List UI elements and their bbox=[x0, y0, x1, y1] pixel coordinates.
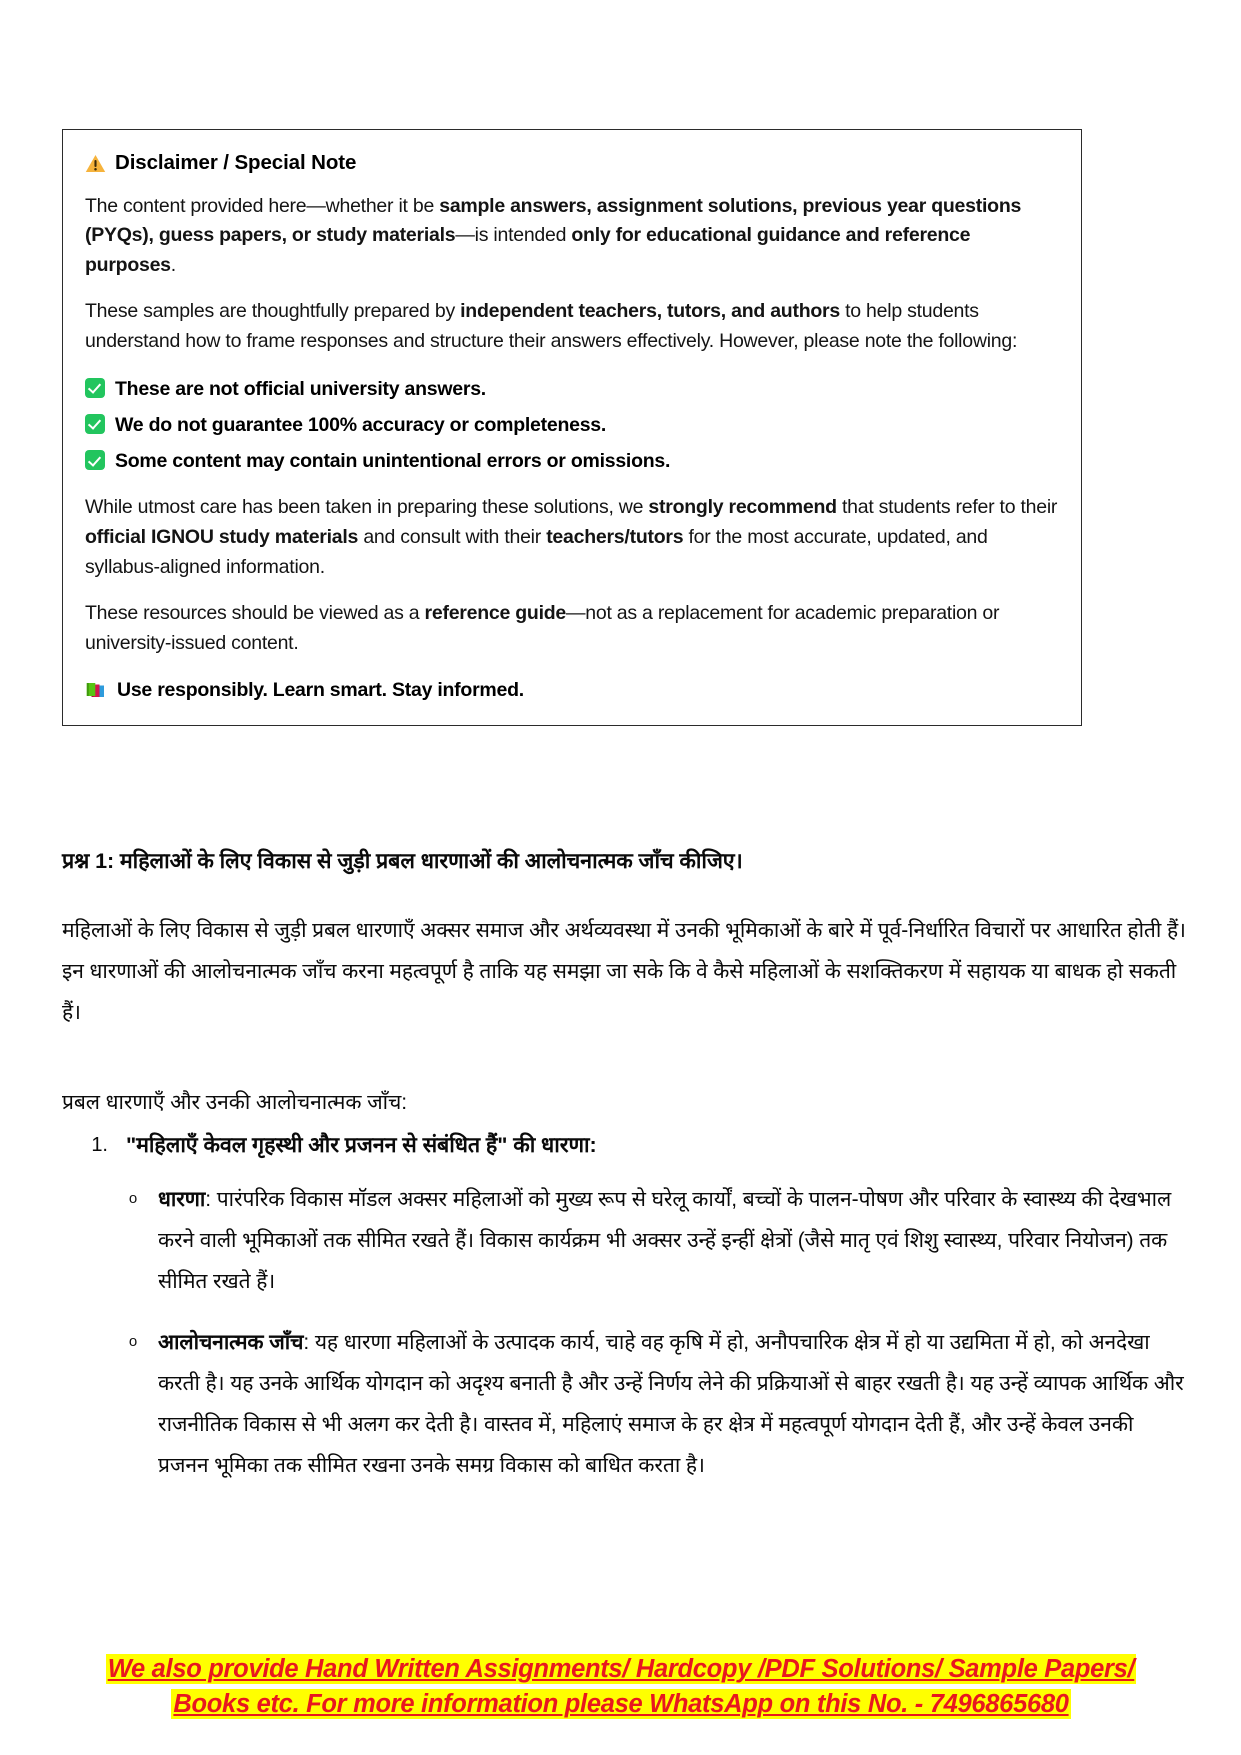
promo-footer-line-2-text: Books etc. For more information please WhatsApp on this No. - 7496865680 bbox=[173, 1690, 1069, 1719]
sub-list-item-marker: o bbox=[128, 1333, 138, 1351]
sub-list-item-label: धारणा bbox=[158, 1188, 206, 1212]
disclaimer-paragraph-2 bbox=[85, 297, 1059, 356]
promo-footer-banner bbox=[62, 1652, 1180, 1722]
sub-list-item-text: यह धारणा महिलाओं के उत्पादक कार्य, चाहे वह कृषि में हो, अनौपचारिक क्षेत्र में हो या उद्यमिता में हो, को अनदेखा करती है। यह उनके आर्थिक योगदान को अदृश्य बनाती है और उन्हें निर्णय लेने की प्रक्रियाओं से बाहर रखती है। यह उन्हें व्यापक आर्थिक और राजनीतिक विकास से भी अलग कर देती है। वास्तव में, महिलाएं समाज के हर क्षेत्र में महत्वपूर्ण योगदान देती हैं, और उन्हें केवल उनकी प्रजनन भूमिका तक सीमित रखना उनके समग्र विकास को बाधित करता है। bbox=[158, 1331, 1184, 1478]
sub-list-item-separator: : bbox=[205, 1188, 217, 1212]
disclaimer-title-text: Disclaimer / Special Note bbox=[115, 151, 357, 174]
p3-text-a: While utmost care has been taken in preparing these solutions, we bbox=[85, 496, 649, 519]
disclaimer-checklist bbox=[85, 374, 1059, 477]
disclaimer-box bbox=[62, 129, 1082, 726]
green-check-icon bbox=[85, 450, 105, 470]
p3-bold-b: official IGNOU study materials bbox=[85, 526, 359, 548]
use-responsibly-line bbox=[85, 676, 1059, 705]
disclaimer-paragraph-1 bbox=[85, 192, 1059, 281]
disclaimer-paragraph-4 bbox=[85, 599, 1059, 658]
use-responsibly-text: Use responsibly. Learn smart. Stay informed. bbox=[117, 678, 524, 701]
answer-paragraph-1: महिलाओं के लिए विकास से जुड़ी प्रबल धारणाएँ अक्सर समाज और अर्थव्यवस्था में उनकी भूमिकाओं के बारे में पूर्व-निर्धारित विचारों पर आधारित होती हैं। इन धारणाओं की आलोचनात्मक जाँच करना महत्वपूर्ण है ताकि यह समझा जा सके कि वे कैसे महिलाओं के सशक्तिकरण में सहायक या बाधक हो सकती हैं। bbox=[62, 919, 1186, 1024]
sub-list-item-content bbox=[158, 1180, 1187, 1303]
promo-footer-line-1 bbox=[62, 1652, 1180, 1687]
question-heading: प्रश्न 1: महिलाओं के लिए विकास से जुड़ी प्रबल धारणाओं की आलोचनात्मक जाँच कीजिए। bbox=[62, 848, 743, 873]
checklist-item bbox=[85, 446, 1059, 476]
sub-list-item-content bbox=[158, 1323, 1187, 1487]
list-item-title: "महिलाएँ केवल गृहस्थी और प्रजनन से संबंधित हैं" की धारणा: bbox=[126, 1133, 597, 1157]
disclaimer-title bbox=[85, 151, 1059, 176]
disclaimer-paragraph-3 bbox=[85, 493, 1059, 582]
promo-footer-line-2 bbox=[62, 1687, 1180, 1722]
p1-bold-a: sample answers, assignment solutions, previous year questions (PYQs), guess papers, or study materials bbox=[85, 194, 1022, 247]
p4-text-b: —not as a replacement for academic preparation or university-issued content. bbox=[85, 602, 1000, 654]
p3-bold-a: strongly recommend bbox=[648, 496, 837, 519]
books-icon bbox=[85, 679, 107, 701]
checklist-item bbox=[85, 374, 1059, 404]
p1-text-b: —is intended bbox=[455, 224, 572, 247]
p4-bold-a: reference guide bbox=[424, 602, 567, 625]
p4-text-a: These resources should be viewed as a bbox=[85, 602, 425, 625]
p3-text-d: for the most accurate, updated, and syllabus-aligned information. bbox=[85, 526, 988, 578]
promo-footer-line-1-text: We also provide Hand Written Assignments/ Hardcopy /PDF Solutions/ Sample Papers/ bbox=[107, 1655, 1135, 1683]
p2-text-a: These samples are thoughtfully prepared by bbox=[85, 300, 461, 323]
sub-list-item-separator: : bbox=[303, 1331, 315, 1355]
warning-triangle-icon bbox=[85, 154, 106, 173]
checklist-item-label: Some content may contain unintentional errors or omissions. bbox=[115, 450, 671, 473]
p3-bold-c: teachers/tutors bbox=[546, 526, 684, 548]
list-item-content bbox=[126, 1128, 1187, 1507]
sub-list-item-label: आलोचनात्मक जाँच bbox=[158, 1331, 304, 1355]
checklist-item-label: We do not guarantee 100% accuracy or completeness. bbox=[115, 413, 607, 436]
p3-text-b: that students refer to their bbox=[836, 496, 1058, 519]
answer-paragraph-2: प्रबल धारणाएँ और उनकी आलोचनात्मक जाँच: bbox=[62, 1091, 407, 1114]
list-item bbox=[62, 1128, 1187, 1507]
answer-sub-list bbox=[126, 1180, 1187, 1487]
green-check-icon bbox=[85, 414, 105, 434]
checklist-item-label: These are not official university answers. bbox=[115, 377, 486, 400]
p1-text-c: . bbox=[170, 253, 176, 276]
p1-bold-b: only for educational guidance and reference purposes bbox=[85, 224, 971, 276]
sub-list-item bbox=[126, 1180, 1187, 1303]
sub-list-item bbox=[126, 1323, 1187, 1487]
p2-text-b: to help students understand how to frame responses and structure their answers effectively. However, please note the following: bbox=[85, 300, 1018, 353]
p2-bold-a: independent teachers, tutors, and authors bbox=[460, 300, 840, 323]
sub-list-item-text: पारंपरिक विकास मॉडल अक्सर महिलाओं को मुख्य रूप से घरेलू कार्यों, बच्चों के पालन-पोषण और परिवार के स्वास्थ्य की देखभाल करने वाली भूमिकाओं तक सीमित रखते हैं। विकास कार्यक्रम भी अक्सर उन्हें इन्हीं क्षेत्रों (जैसे मातृ एवं शिशु स्वास्थ्य, परिवार नियोजन) तक सीमित रखते हैं। bbox=[158, 1188, 1172, 1294]
list-item-marker: 1. bbox=[91, 1134, 108, 1156]
p3-text-c: and consult with their bbox=[358, 526, 547, 548]
p1-text-a: The content provided here—whether it be bbox=[85, 194, 440, 217]
green-check-icon bbox=[85, 378, 105, 398]
answer-numbered-list bbox=[62, 1128, 1187, 1507]
sub-list-item-marker: o bbox=[128, 1190, 138, 1208]
checklist-item bbox=[85, 410, 1059, 440]
